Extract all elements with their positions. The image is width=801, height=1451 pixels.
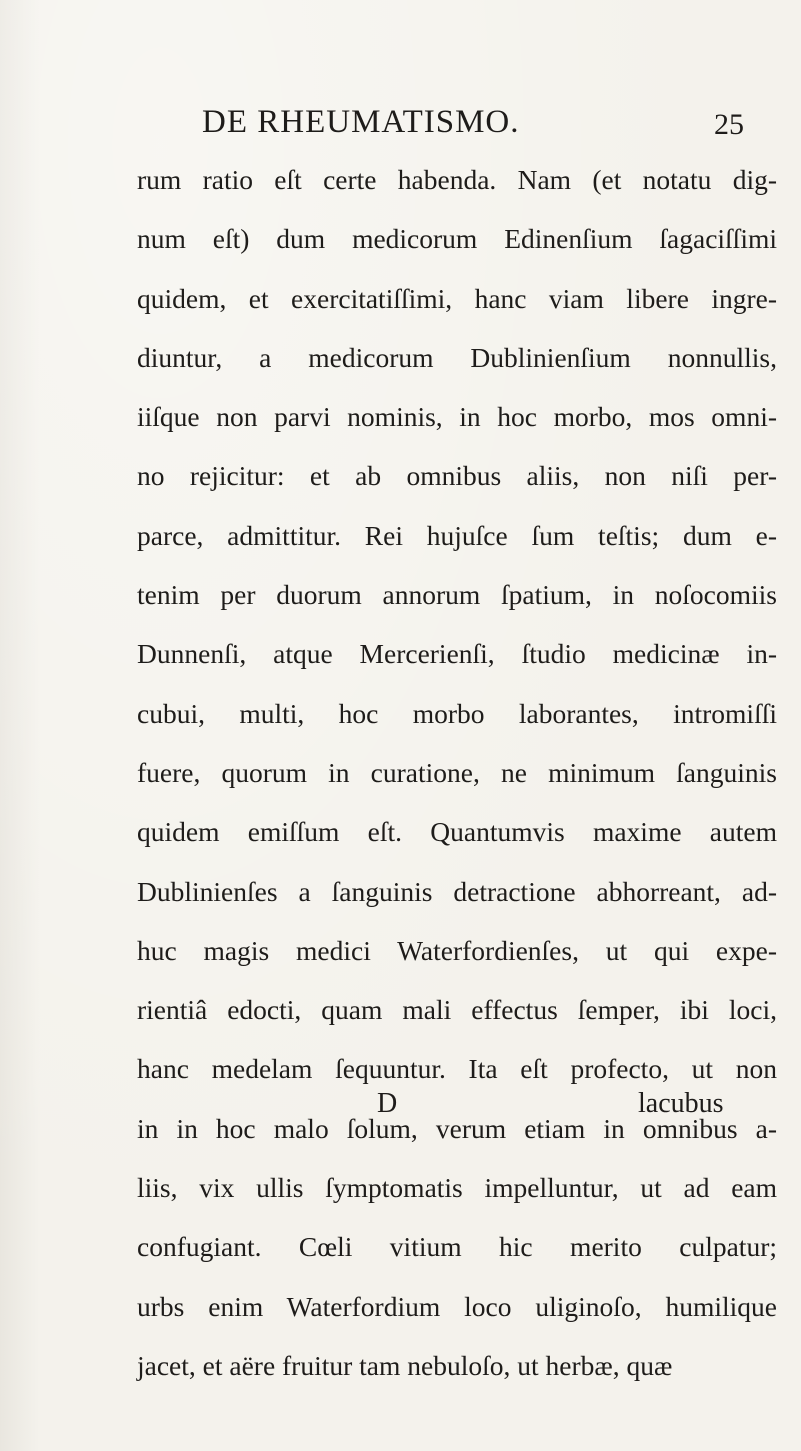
page-header [0, 104, 801, 144]
text-line: huc magis medici Waterfordienſes, ut qui expe- [137, 934, 777, 966]
text-line: no rejicitur: et ab omnibus aliis, non niſi per- [137, 460, 777, 492]
page-number: 25 [714, 108, 744, 141]
text-line: liis, vix ullis ſymptomatis impelluntur, ut ad eam [137, 1172, 777, 1204]
text-line: quidem emiſſum eſt. Quantumvis maxime autem [137, 816, 777, 848]
text-line: Dublinienſes a ſanguinis detractione abhorreant, ad- [137, 875, 777, 907]
catchword: lacubus [638, 1088, 724, 1119]
text-line: num eſt) dum medicorum Edinenſium ſagaciſſimi [137, 223, 777, 255]
text-line: quidem, et exercitatiſſimi, hanc viam libere ingre- [137, 282, 777, 314]
text-line: hanc medelam ſequuntur. Ita eſt profecto, ut non [137, 1053, 777, 1085]
text-line: fuere, quorum in curatione, ne minimum ſanguinis [137, 756, 777, 788]
text-line: cubui, multi, hoc morbo laborantes, intromiſſi [137, 697, 777, 729]
text-line: parce, admittitur. Rei hujuſce ſum teſtis; dum e- [137, 519, 777, 551]
text-line: diuntur, a medicorum Dublinienſium nonnullis, [137, 341, 777, 373]
running-title: DE RHEUMATISMO. [202, 104, 520, 140]
text-line: jacet, et aëre fruitur tam nebuloſo, ut herbæ, quæ [137, 1349, 673, 1381]
text-line: rum ratio eſt certe habenda. Nam (et notatu dig- [137, 164, 777, 195]
text-line: rientiâ edocti, quam mali effectus ſemper, ibi loci, [137, 994, 777, 1026]
text-line: iiſque non parvi nominis, in hoc morbo, mos omni- [137, 401, 777, 433]
text-line: tenim per duorum annorum ſpatium, in noſocomiis [137, 579, 777, 611]
text-line: Dunnenſi, atque Mercerienſi, ſtudio medicinæ in- [137, 638, 777, 670]
text-line: confugiant. Cœli vitium hic merito culpatur; [137, 1231, 777, 1263]
page-footer [0, 1088, 801, 1128]
body-text [137, 150, 777, 1395]
text-line: urbs enim Waterfordium loco uliginoſo, humilique [137, 1290, 777, 1322]
signature-mark: D [377, 1088, 398, 1119]
text-line: in in hoc malo ſolum, verum etiam in omnibus a- [137, 1112, 777, 1144]
